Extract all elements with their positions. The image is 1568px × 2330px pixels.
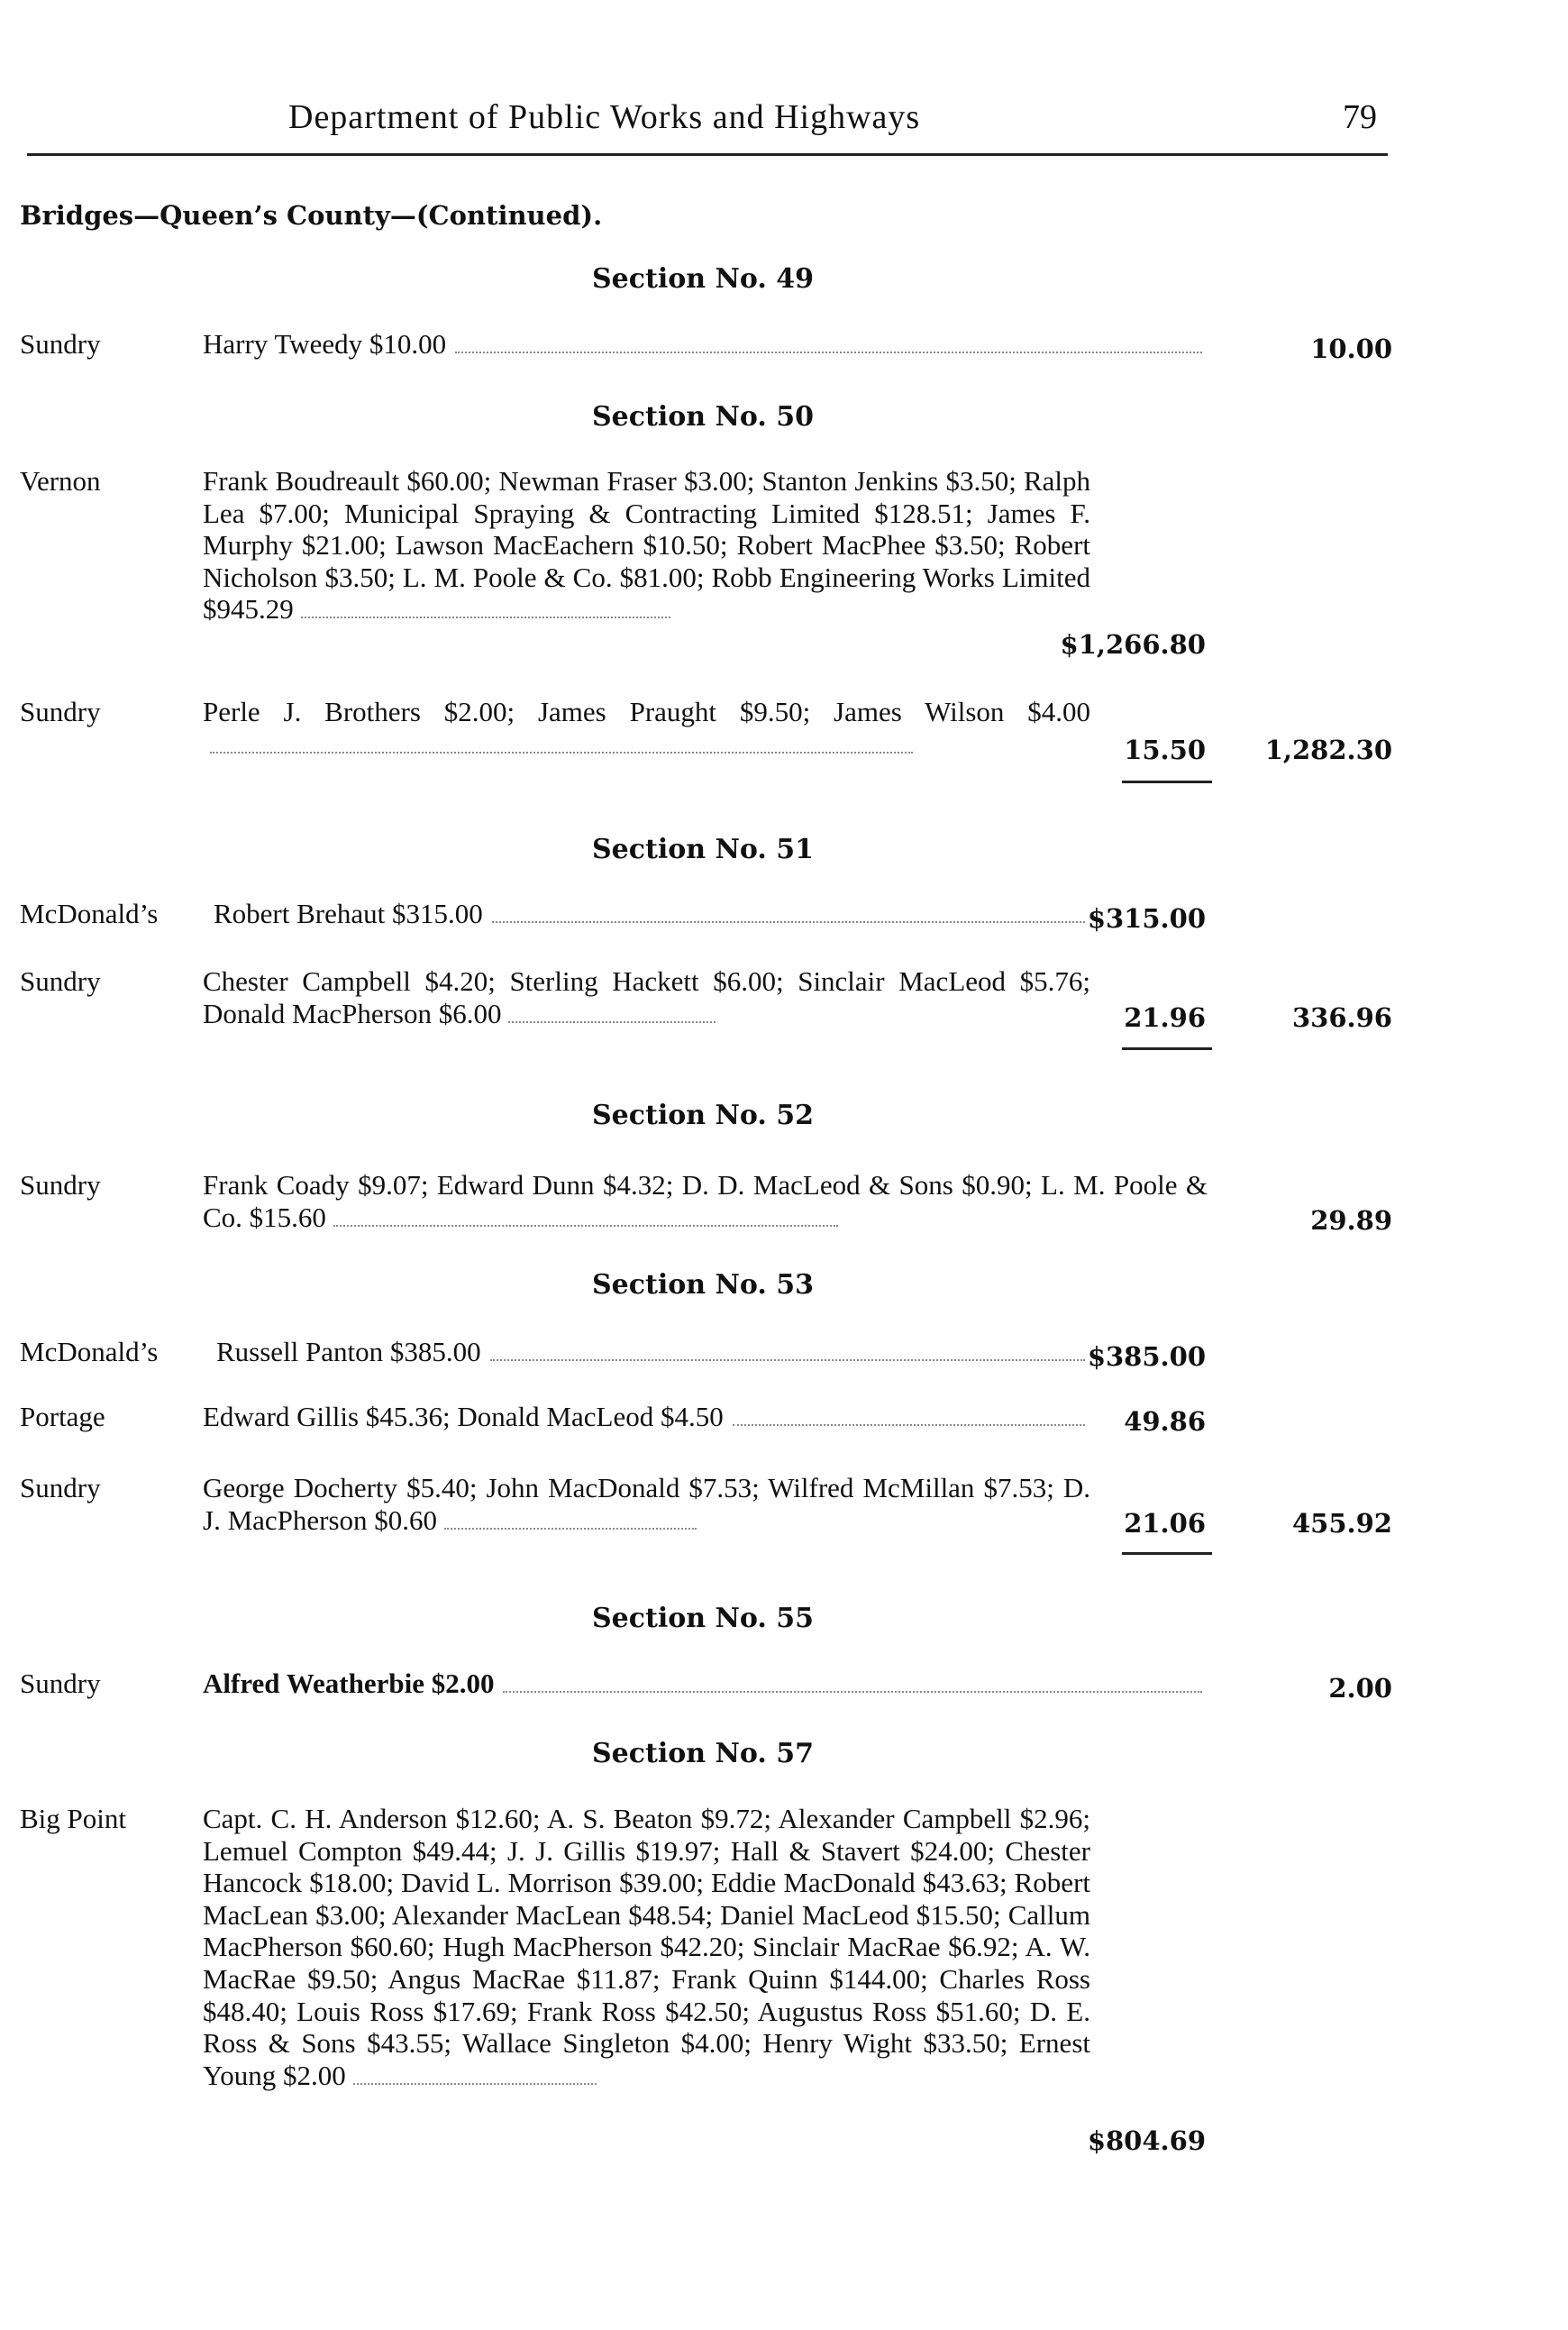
- place-name: Sundry: [20, 965, 101, 997]
- place-name: Big Point: [20, 1803, 127, 1834]
- line-amount: $1,266.80: [1060, 629, 1206, 660]
- place-name: Sundry: [20, 328, 101, 360]
- dot-leader: [503, 1690, 1202, 1693]
- place-name: Vernon: [20, 465, 101, 497]
- subtotal-rule: [1122, 781, 1212, 783]
- section-total: 336.96: [1292, 1002, 1392, 1033]
- entry-text: [203, 1668, 1208, 1700]
- entry-text: [203, 1472, 1090, 1536]
- header-rule: [27, 153, 1388, 156]
- line-amount: 21.06: [1124, 1508, 1206, 1539]
- entry-text: [203, 965, 1090, 1029]
- entry-names: Russell Panton $385.00: [216, 1336, 481, 1367]
- entry-names: Robert Brehaut $315.00: [214, 898, 483, 929]
- dot-leader: [210, 751, 913, 754]
- dot-leader: [455, 351, 1202, 353]
- line-amount: 15.50: [1124, 735, 1206, 765]
- section-total: 2.00: [1328, 1673, 1392, 1704]
- place-name: Sundry: [20, 1169, 101, 1201]
- entry-text: [216, 1336, 1090, 1368]
- line-amount: $315.00: [1087, 903, 1206, 934]
- line-amount: $385.00: [1087, 1341, 1206, 1372]
- subtotal-rule: [1122, 1552, 1212, 1555]
- continued-heading: Bridges—Queen’s County—(Continued).: [20, 200, 603, 231]
- entry-names: Chester Campbell $4.20; Sterling Hackett $6.00; Sinclair MacLeod $5.76; Donald MacPherson $6.00: [203, 965, 1090, 1029]
- place-name: Sundry: [20, 696, 101, 727]
- section-total: 1,282.30: [1264, 735, 1392, 765]
- dot-leader: [492, 920, 1085, 923]
- line-amount: 21.96: [1124, 1002, 1206, 1033]
- entry-names: Frank Boudreault $60.00; Newman Fraser $3.00; Stanton Jenkins $3.50; Ralph Lea $7.00; Municipal Spraying & Contracting Limited $128.51; James F. Murphy $21.00; Lawson MacEachern $10.50; Robert MacPhee $3.50; Robert Nicholson $3.50; L. M. Poole & Co. $81.00; Robb Engineering Works Limited $945.29: [203, 465, 1090, 626]
- entry-text: [203, 1169, 1208, 1233]
- section-heading-51: Section No. 51: [591, 834, 815, 865]
- place-name: McDonald’s: [20, 1336, 159, 1367]
- dot-leader: [333, 1224, 838, 1227]
- page-number: 79: [1343, 98, 1377, 136]
- section-total: 455.92: [1292, 1508, 1392, 1539]
- section-heading-52: Section No. 52: [591, 1100, 815, 1131]
- dot-leader: [301, 616, 670, 618]
- dot-leader: [444, 1527, 697, 1530]
- section-heading-57: Section No. 57: [591, 1738, 815, 1769]
- section-total: 29.89: [1310, 1205, 1392, 1236]
- entry-names: Perle J. Brothers $2.00; James Praught $9.50; James Wilson $4.00: [203, 696, 1090, 727]
- section-heading-53: Section No. 53: [591, 1269, 815, 1301]
- place-name: Sundry: [20, 1472, 101, 1503]
- section-heading-49: Section No. 49: [591, 263, 815, 295]
- entry-names: George Docherty $5.40; John MacDonald $7.53; Wilfred McMillan $7.53; D. J. MacPherson $0.60: [203, 1472, 1090, 1536]
- entry-names: Alfred Weatherbie $2.00: [203, 1668, 495, 1699]
- place-name: Portage: [20, 1401, 105, 1432]
- dot-leader: [490, 1358, 1085, 1361]
- entry-text: [203, 465, 1090, 626]
- place-name: McDonald’s: [20, 898, 159, 929]
- page-header-title: Department of Public Works and Highways: [288, 98, 921, 136]
- entry-names: Capt. C. H. Anderson $12.60; A. S. Beaton $9.72; Alexander Campbell $2.96; Lemuel Compton $49.44; J. J. Gillis $19.97; Hall & Stavert $24.00; Chester Hancock $18.00; David L. Morrison $39.00; Eddie MacDonald $43.63; Robert MacLean $3.00; Alexander MacLean $48.54; Daniel MacLeod $15.50; Callum MacPherson $60.60; Hugh MacPherson $42.20; Sinclair MacRae $6.92; A. W. MacRae $9.50; Angus MacRae $11.87; Frank Quinn $144.00; Charles Ross $48.40; Louis Ross $17.69; Frank Ross $42.50; Augustus Ross $51.60; D. E. Ross & Sons $43.55; Wallace Singleton $4.00; Henry Wight $33.50; Ernest Young $2.00: [203, 1803, 1090, 2091]
- line-amount: 49.86: [1124, 1406, 1206, 1437]
- entry-text: [203, 1803, 1090, 2091]
- dot-leader: [353, 2082, 597, 2085]
- entry-names: Frank Coady $9.07; Edward Dunn $4.32; D. D. MacLeod & Sons $0.90; L. M. Poole & Co. $15.60: [203, 1169, 1208, 1233]
- section-heading-50: Section No. 50: [591, 401, 815, 433]
- entry-text: [203, 696, 1090, 760]
- section-total: 10.00: [1310, 334, 1392, 364]
- line-amount: $804.69: [1087, 2125, 1206, 2156]
- section-heading-55: Section No. 55: [591, 1603, 815, 1634]
- entry-text: [203, 328, 1208, 361]
- entry-text: [214, 898, 1090, 930]
- entry-text: [203, 1401, 1090, 1433]
- subtotal-rule: [1122, 1047, 1212, 1050]
- entry-names: Harry Tweedy $10.00: [203, 328, 447, 360]
- dot-leader: [508, 1020, 716, 1023]
- entry-names: Edward Gillis $45.36; Donald MacLeod $4.50: [203, 1401, 724, 1432]
- dot-leader: [733, 1423, 1085, 1426]
- place-name: Sundry: [20, 1668, 101, 1699]
